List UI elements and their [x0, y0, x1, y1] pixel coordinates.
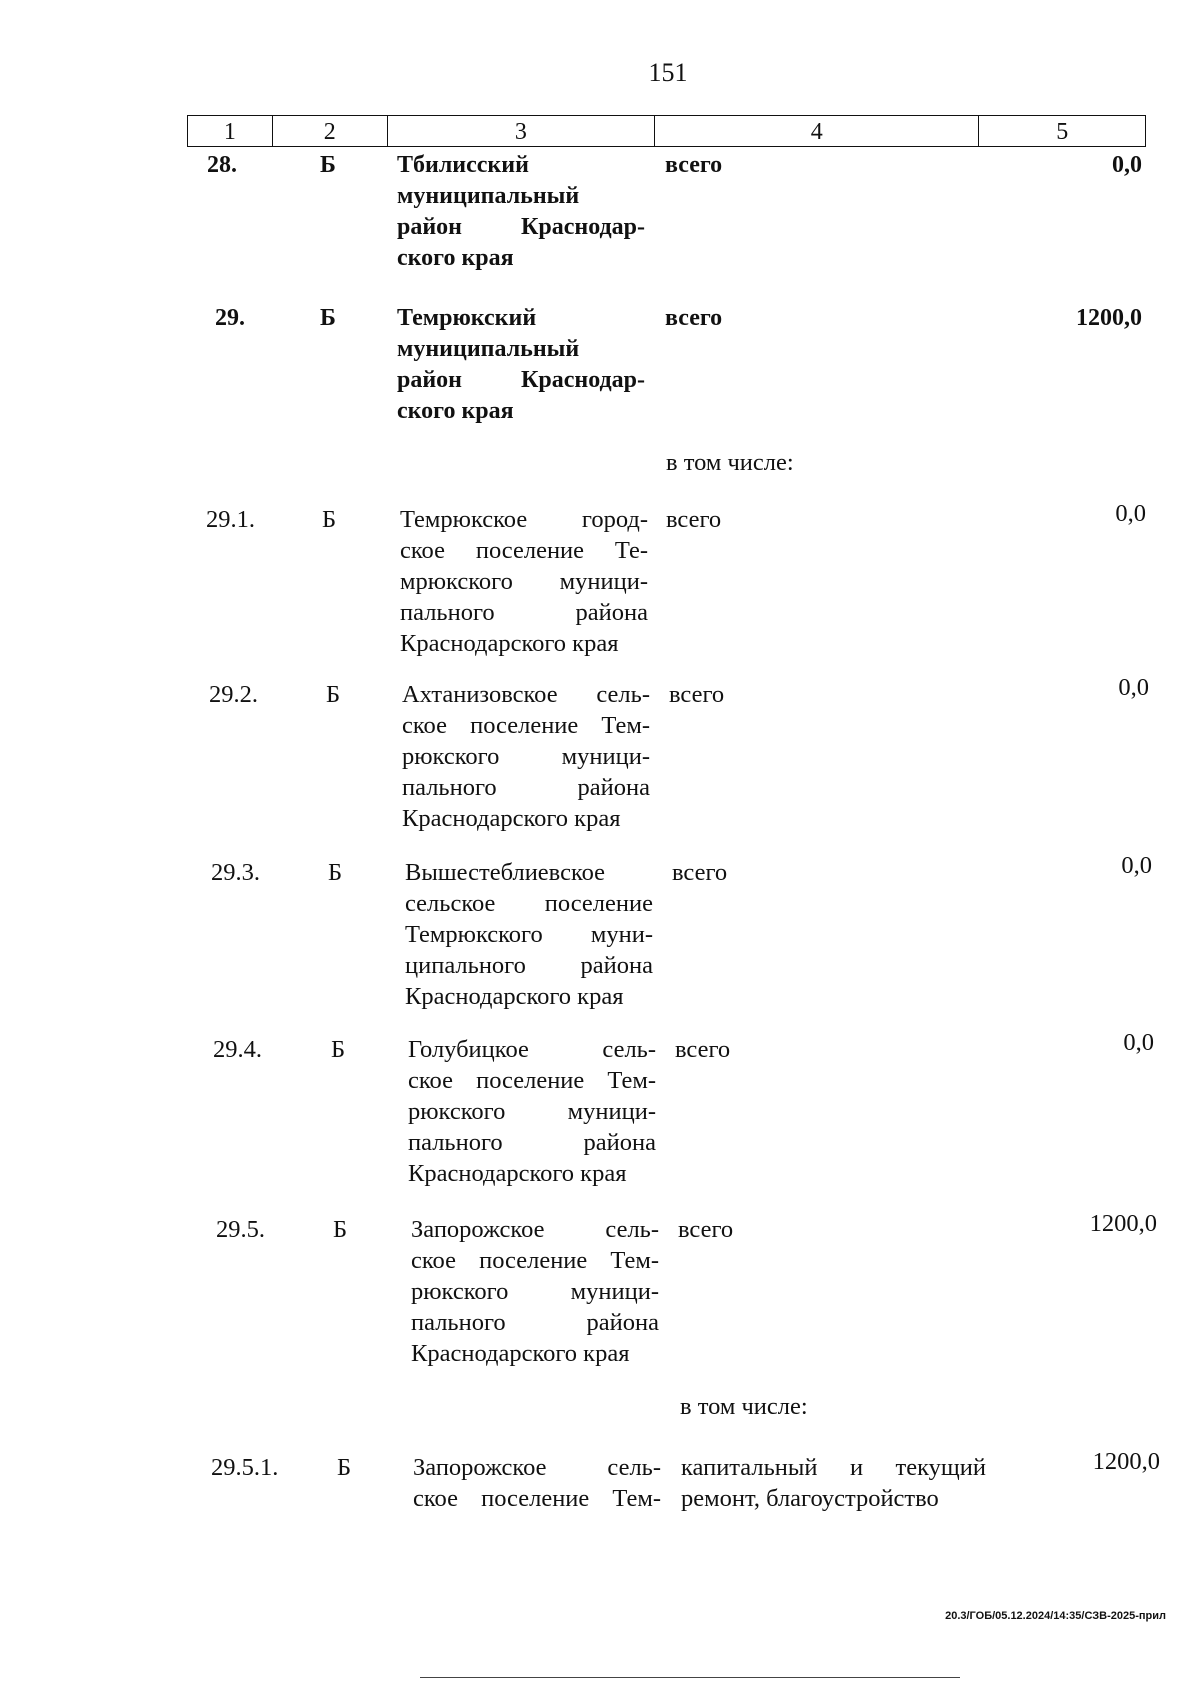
row-category: Б	[337, 1454, 352, 1481]
row-name: Вышестеблиевское сельское поселение Темрюкского муни- ципального района Краснодарского края	[405, 859, 653, 1010]
row-value: 0,0	[1123, 1029, 1154, 1056]
row-category: Б	[333, 1216, 348, 1243]
row-number: 29.4.	[213, 1036, 262, 1063]
row-type: всего	[665, 305, 723, 331]
including-label: в том числе:	[680, 1393, 808, 1420]
column-header-2: 2	[273, 116, 388, 146]
row-category: Б	[328, 859, 343, 886]
row-name: Ахтанизовское сель- ское поселение Тем- рюкского муници- пального района Краснодарского края	[402, 681, 650, 832]
column-header-row	[187, 115, 1146, 147]
column-header-1: 1	[188, 116, 273, 146]
row-category: Б	[320, 305, 336, 331]
row-number: 28.	[207, 152, 237, 178]
row-number: 29.1.	[206, 506, 255, 533]
row-name: Темрюкский муниципальный район Краснодар- ского края	[397, 305, 645, 424]
row-value: 1200,0	[1076, 305, 1142, 331]
row-type: всего	[665, 152, 723, 178]
row-category: Б	[331, 1036, 346, 1063]
row-type: всего	[666, 506, 722, 533]
row-name: Тбилисский муниципальный район Краснодар- ского края	[397, 152, 645, 271]
row-category: Б	[320, 152, 336, 178]
row-name: Запорожское сель- ское поселение Тем-	[413, 1454, 661, 1512]
document-code: 20.3/ГОБ/05.12.2024/14:35/СЗВ-2025-прил	[945, 1610, 1166, 1622]
row-value: 1200,0	[1092, 1448, 1160, 1475]
row-value: 0,0	[1121, 852, 1152, 879]
row-category: Б	[326, 681, 341, 708]
row-category: Б	[322, 506, 337, 533]
page-number: 151	[648, 58, 688, 87]
column-header-5: 5	[1056, 119, 1069, 145]
bottom-rule	[420, 1677, 960, 1678]
row-type: всего	[675, 1036, 731, 1063]
row-type: всего	[669, 681, 725, 708]
including-label: в том числе:	[666, 449, 794, 476]
row-number: 29.2.	[209, 681, 258, 708]
row-number: 29.	[215, 305, 245, 331]
column-header-3: 3	[388, 116, 655, 146]
row-value: 0,0	[1115, 500, 1146, 527]
row-name: Голубицкое сель- ское поселение Тем- рюкского муници- пального района Краснодарского края	[408, 1036, 656, 1187]
column-header-4: 4	[655, 116, 979, 146]
row-type: всего	[678, 1216, 734, 1243]
row-type: всего	[672, 859, 728, 886]
row-value: 0,0	[1118, 674, 1149, 701]
row-number: 29.3.	[211, 859, 260, 886]
row-type: капитальный и текущий ремонт, благоустройство	[681, 1454, 986, 1512]
row-number: 29.5.1.	[211, 1454, 279, 1481]
row-name: Темрюкское город- ское поселение Те- мрюкского муници- пального района Краснодарского края	[400, 506, 648, 657]
row-name: Запорожское сель- ское поселение Тем- рюкского муници- пального района Краснодарского края	[411, 1216, 659, 1367]
row-number: 29.5.	[216, 1216, 265, 1243]
row-value: 1200,0	[1089, 1210, 1157, 1237]
row-value: 0,0	[1112, 152, 1142, 178]
